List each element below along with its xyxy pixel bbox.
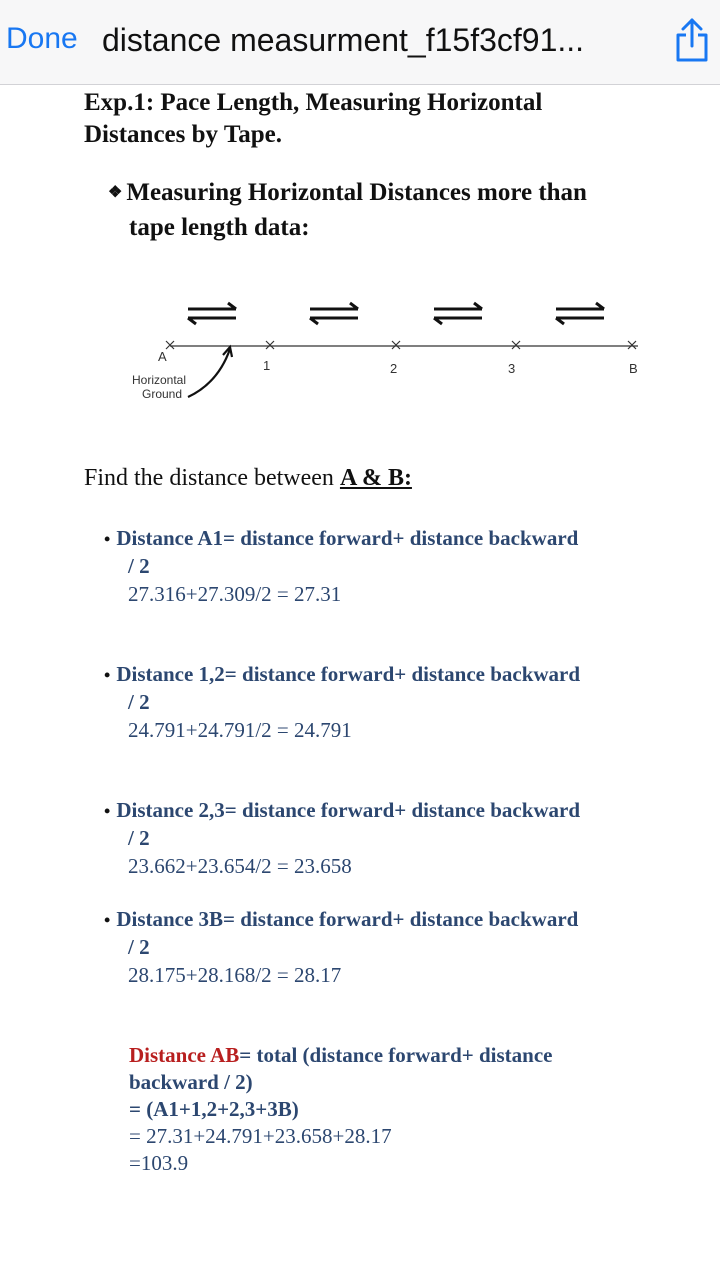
find-target: A & B: [339, 465, 412, 491]
item-calculation: 23.662+23.654/2 = 23.658 [128, 854, 352, 878]
bullet-dot: • [104, 665, 111, 685]
forward-backward-arrows [188, 303, 604, 324]
find-distance-line [84, 465, 412, 492]
bullet-line-1: Measuring Horizontal Distances more than [126, 179, 587, 206]
arrow-pair-4 [556, 303, 604, 324]
distance-item-3b [104, 906, 664, 989]
find-prefix: Find the distance between [84, 465, 340, 491]
total-formula: = total (distance forward+ distance [239, 1043, 553, 1067]
ground-pointer-arrow [188, 347, 232, 397]
document-title: distance measurment_f15f3cf91... [102, 22, 585, 58]
ground-label-1: Horizontal [132, 373, 187, 387]
arrow-pair-3 [434, 303, 482, 324]
bullet-dot: • [104, 529, 111, 549]
item-formula: Distance 1,2= distance forward+ distance backward [116, 662, 581, 686]
document-heading [84, 87, 704, 151]
ground-label-2: Ground [142, 387, 183, 401]
done-button[interactable]: Done [6, 22, 78, 55]
total-formula-line-2: backward / 2) [129, 1070, 253, 1094]
navigation-bar [0, 0, 720, 85]
station-mark-a [166, 341, 174, 349]
station-label-a: A [158, 349, 167, 364]
item-calculation: 28.175+28.168/2 = 28.17 [128, 963, 342, 987]
heading-line-1: Exp.1: Pace Length, Measuring Horizontal [84, 89, 543, 116]
share-icon[interactable] [672, 16, 712, 64]
station-mark-b [628, 341, 636, 349]
station-label-3: 3 [508, 361, 516, 376]
total-label: Distance AB [129, 1043, 240, 1067]
diamond-bullet-icon: ❖ [108, 184, 123, 201]
item-calculation: 24.791+24.791/2 = 24.791 [128, 718, 352, 742]
arrow-pair-2 [310, 303, 358, 324]
distance-item-23 [104, 797, 664, 880]
item-divisor: / 2 [128, 690, 150, 714]
station-label-1: 1 [263, 358, 271, 373]
bullet-dot: • [104, 910, 111, 930]
station-marks [166, 341, 636, 349]
total-distance-block [129, 1042, 669, 1177]
station-mark-2 [392, 341, 400, 349]
distance-item-a1 [104, 525, 664, 608]
item-divisor: / 2 [128, 554, 150, 578]
total-result: =103.9 [129, 1151, 189, 1175]
item-formula: Distance A1= distance forward+ distance backward [116, 526, 579, 550]
total-sum-expression: = (A1+1,2+2,3+3B) [129, 1097, 299, 1121]
bullet-dot: • [104, 801, 111, 821]
item-divisor: / 2 [128, 935, 150, 959]
station-mark-3 [512, 341, 520, 349]
item-divisor: / 2 [128, 826, 150, 850]
total-sum-values: = 27.31+24.791+23.658+28.17 [129, 1124, 392, 1148]
heading-line-2: Distances by Tape. [84, 121, 282, 148]
document-page [0, 85, 720, 1280]
item-calculation: 27.316+27.309/2 = 27.31 [128, 582, 342, 606]
station-label-2: 2 [390, 361, 398, 376]
bullet-line-2: tape length data: [129, 214, 310, 241]
arrow-pair-1 [188, 303, 236, 324]
station-mark-1 [266, 341, 274, 349]
tape-measurement-diagram [126, 297, 646, 407]
section-bullet [108, 177, 668, 244]
item-formula: Distance 2,3= distance forward+ distance backward [116, 798, 581, 822]
item-formula: Distance 3B= distance forward+ distance backward [116, 907, 579, 931]
station-label-b: B [629, 361, 638, 376]
distance-item-12 [104, 661, 664, 744]
